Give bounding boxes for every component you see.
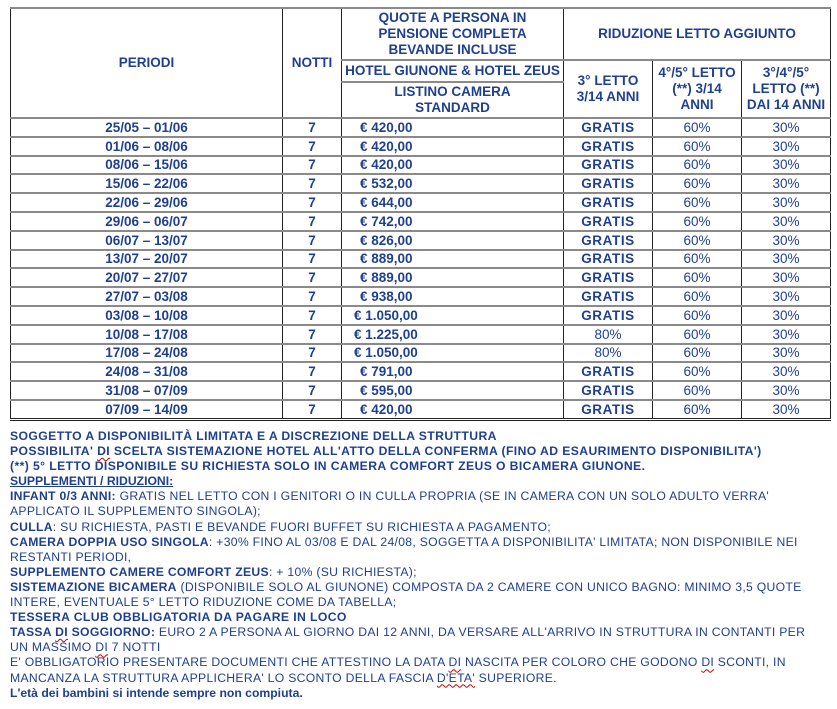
cell-periodo: 13/07 – 20/07 [11, 250, 283, 269]
note-text: SUPERIORE. [474, 670, 557, 685]
table-row [11, 287, 831, 306]
cell-letto3: GRATIS [564, 231, 653, 250]
header-riduzione: RIDUZIONE LETTO AGGIUNTO [564, 8, 831, 60]
cell-letto345: 30% [742, 268, 831, 287]
cell-notti: 7 [283, 306, 342, 325]
cell-notti: 7 [283, 344, 342, 363]
cell-prezzo: € 1.050,00 [342, 344, 564, 363]
note-culla [10, 520, 825, 535]
cell-letto45: 60% [653, 118, 742, 137]
cell-notti: 7 [283, 287, 342, 306]
cell-letto3: GRATIS [564, 400, 653, 419]
table-row [11, 174, 831, 193]
cell-letto45: 60% [653, 325, 742, 344]
cell-prezzo: € 791,00 [342, 362, 564, 381]
cell-periodo: 22/06 – 29/06 [11, 193, 283, 212]
header-letto3: 3° LETTO 3/14 ANNI [564, 60, 653, 118]
cell-letto345: 30% [742, 231, 831, 250]
cell-periodo: 24/08 – 31/08 [11, 362, 283, 381]
cell-letto45: 60% [653, 137, 742, 156]
note-bicamera [10, 580, 825, 610]
header-hotel: HOTEL GIUNONE & HOTEL ZEUS [342, 60, 564, 82]
note-label: INFANT 0/3 ANNI: [10, 489, 116, 504]
cell-letto3: GRATIS [564, 156, 653, 175]
cell-prezzo: € 420,00 [342, 156, 564, 175]
cell-letto45: 60% [653, 231, 742, 250]
note-comfort [10, 565, 825, 580]
cell-letto45: 60% [653, 306, 742, 325]
note-text: D'ETA' [436, 670, 475, 685]
cell-periodo: 07/09 – 14/09 [11, 400, 283, 419]
cell-periodo: 29/06 – 06/07 [11, 212, 283, 231]
cell-notti: 7 [283, 212, 342, 231]
cell-prezzo: € 889,00 [342, 268, 564, 287]
cell-letto45: 60% [653, 250, 742, 269]
cell-letto345: 30% [742, 193, 831, 212]
header-quote: QUOTE A PERSONA IN PENSIONE COMPLETA BEVANDE INCLUSE [342, 8, 564, 60]
cell-notti: 7 [283, 325, 342, 344]
table-row [11, 156, 831, 175]
header-letto45: 4°/5° LETTO (**) 3/14 ANNI [653, 60, 742, 118]
cell-letto3: GRATIS [564, 381, 653, 400]
note-text: E' OBBLIGATORIO PRESENTARE DOCUMENTI CHE ATTESTINO LA DATA [10, 655, 449, 670]
cell-letto3: GRATIS [564, 174, 653, 193]
note-eta-bambini: L'età dei bambini si intende sempre non compiuta. [10, 685, 303, 700]
cell-notti: 7 [283, 137, 342, 156]
note-text: : + 10% (SU RICHIESTA); [268, 564, 417, 579]
cell-letto345: 30% [742, 287, 831, 306]
cell-prezzo: € 1.225,00 [342, 325, 564, 344]
cell-letto45: 60% [653, 287, 742, 306]
cell-letto45: 60% [653, 268, 742, 287]
table-row [11, 212, 831, 231]
cell-letto45: 60% [653, 344, 742, 363]
table-row [11, 306, 831, 325]
cell-periodo: 01/06 – 08/06 [11, 137, 283, 156]
table-row [11, 344, 831, 363]
note-label: CULLA [10, 519, 53, 534]
cell-prezzo: € 420,00 [342, 118, 564, 137]
cell-letto45: 60% [653, 156, 742, 175]
cell-notti: 7 [283, 268, 342, 287]
cell-letto3: GRATIS [564, 193, 653, 212]
table-row [11, 268, 831, 287]
cell-periodo: 31/08 – 07/09 [11, 381, 283, 400]
cell-periodo: 25/05 – 01/06 [11, 118, 283, 137]
cell-prezzo: € 889,00 [342, 250, 564, 269]
cell-letto45: 60% [653, 174, 742, 193]
note-label: SISTEMAZIONE BICAMERA [10, 579, 177, 594]
table-row [11, 362, 831, 381]
table-row [11, 193, 831, 212]
header-notti: NOTTI [283, 8, 342, 118]
cell-letto345: 30% [742, 362, 831, 381]
cell-prezzo: € 742,00 [342, 212, 564, 231]
note-documenti [10, 655, 825, 685]
note-text: GRATIS NEL LETTO CON I GENITORI O IN CULLA PROPRIA (SE IN CAMERA CON UN SOLO ADULTO VERRA' APPLICATO IL SUPPLEMENTO SINGOLA); [10, 489, 770, 519]
cell-periodo: 15/06 – 22/06 [11, 174, 283, 193]
cell-notti: 7 [283, 118, 342, 137]
note-text: : SU RICHIESTA, PASTI E BEVANDE FUORI BUFFET SU RICHIESTA A PAGAMENTO; [52, 519, 551, 534]
cell-prezzo: € 1.050,00 [342, 306, 564, 325]
note-doppia-uso-singola [10, 535, 825, 565]
table-row [11, 325, 831, 344]
note-text: SCONTI, IN MANCANZA LA STRUTTURA APPLICHERA' LO SCONTO DELLA FASCIA [10, 655, 786, 685]
cell-prezzo: € 532,00 [342, 174, 564, 193]
note-label: SUPPLEMENTO CAMERE COMFORT ZEUS [10, 564, 269, 579]
cell-notti: 7 [283, 381, 342, 400]
cell-prezzo: € 644,00 [342, 193, 564, 212]
note-possibilita [10, 444, 825, 459]
table-body [11, 118, 831, 419]
cell-periodo: 27/07 – 03/08 [11, 287, 283, 306]
table-row [11, 137, 831, 156]
table-row [11, 250, 831, 269]
table-row [11, 231, 831, 250]
cell-letto3: GRATIS [564, 287, 653, 306]
cell-notti: 7 [283, 250, 342, 269]
cell-prezzo: € 420,00 [342, 137, 564, 156]
notes-section [10, 429, 825, 701]
note-text: (DISPONIBILE SOLO AL GIUNONE) COMPOSTA DA 2 CAMERE CON UNICO BAGNO: MINIMO 3,5 QUOTE INTERE, EVENTUALE 5° LETTO RIDUZIONE COME DA TABELLA; [10, 579, 802, 610]
cell-prezzo: € 595,00 [342, 381, 564, 400]
cell-letto3: GRATIS [564, 306, 653, 325]
note-text: 7 NOTTI [108, 640, 161, 655]
note-text: DI [448, 655, 462, 670]
cell-letto345: 30% [742, 118, 831, 137]
cell-letto345: 30% [742, 306, 831, 325]
cell-letto3: GRATIS [564, 250, 653, 269]
header-listino: LISTINO CAMERA STANDARD [342, 82, 564, 118]
cell-notti: 7 [283, 174, 342, 193]
cell-prezzo: € 826,00 [342, 231, 564, 250]
note-tassa-soggiorno [10, 625, 825, 655]
note-quinto-letto: (**) 5° LETTO DISPONIBILE SU RICHIESTA SOLO IN CAMERA COMFORT ZEUS O BICAMERA GIUNONE. [10, 459, 646, 474]
cell-notti: 7 [283, 231, 342, 250]
note-label: TASSA [10, 625, 56, 640]
cell-letto3: GRATIS [564, 118, 653, 137]
cell-letto3: GRATIS [564, 137, 653, 156]
note-label: SOGGIORNO: [67, 625, 156, 640]
note-text: DI [701, 655, 715, 670]
cell-letto45: 60% [653, 400, 742, 419]
cell-letto3: GRATIS [564, 362, 653, 381]
cell-notti: 7 [283, 193, 342, 212]
cell-periodo: 20/07 – 27/07 [11, 268, 283, 287]
cell-prezzo: € 420,00 [342, 400, 564, 419]
note-infant [10, 489, 825, 519]
cell-notti: 7 [283, 400, 342, 419]
table-row [11, 381, 831, 400]
cell-letto3: GRATIS [564, 212, 653, 231]
price-table [10, 7, 831, 421]
supplementi-title: SUPPLEMENTI / RIDUZIONI: [10, 474, 174, 489]
cell-notti: 7 [283, 156, 342, 175]
cell-periodo: 06/07 – 13/07 [11, 231, 283, 250]
note-text: SCELTA SISTEMAZIONE HOTEL ALL'ATTO DELLA CONFERMA (FINO AD ESAURIMENTO DISPONIBILITA') [110, 444, 762, 459]
cell-notti: 7 [283, 362, 342, 381]
cell-letto3: 80% [564, 325, 653, 344]
cell-letto3: GRATIS [564, 268, 653, 287]
cell-periodo: 10/08 – 17/08 [11, 325, 283, 344]
note-text: NASCITA PER COLORO CHE GODONO [461, 655, 702, 670]
cell-letto345: 30% [742, 174, 831, 193]
note-label: CAMERA DOPPIA USO SINGOLA [10, 534, 209, 549]
note-text: DI [95, 640, 109, 655]
cell-letto45: 60% [653, 212, 742, 231]
cell-periodo: 08/06 – 15/06 [11, 156, 283, 175]
cell-periodo: 03/08 – 10/08 [11, 306, 283, 325]
cell-letto345: 30% [742, 212, 831, 231]
cell-letto345: 30% [742, 381, 831, 400]
cell-letto345: 30% [742, 250, 831, 269]
cell-letto345: 30% [742, 156, 831, 175]
cell-letto345: 30% [742, 137, 831, 156]
cell-letto345: 30% [742, 400, 831, 419]
cell-periodo: 17/08 – 24/08 [11, 344, 283, 363]
cell-letto45: 60% [653, 362, 742, 381]
note-text: POSSIBILITA' [10, 444, 98, 459]
cell-letto345: 30% [742, 325, 831, 344]
note-text: EURO 2 A PERSONA AL GIORNO DAI 12 ANNI, DA VERSARE ALL'ARRIVO IN STRUTTURA IN CONTANTI PER UN MASSIMO [10, 625, 806, 655]
cell-letto45: 60% [653, 193, 742, 212]
note-disponibilita: SOGGETTO A DISPONIBILITÀ LIMITATA E A DISCREZIONE DELLA STRUTTURA [10, 429, 497, 443]
note-text: DI [97, 444, 111, 459]
cell-letto345: 30% [742, 344, 831, 363]
cell-letto45: 60% [653, 381, 742, 400]
table-row [11, 400, 831, 419]
note-text: : +30% FINO AL 03/08 E DAL 24/08, SOGGETTA A DISPONIBILITA' LIMITATA; NON DISPONIBILE NEI RESTANTI PERIODI, [10, 534, 798, 564]
cell-letto3: 80% [564, 344, 653, 363]
header-letto345: 3°/4°/5° LETTO (**) DAI 14 ANNI [742, 60, 831, 118]
table-row [11, 118, 831, 137]
header-periodi: PERIODI [11, 8, 283, 118]
note-tessera-club: TESSERA CLUB OBBLIGATORIA DA PAGARE IN LOCO [10, 610, 347, 625]
note-label: DI [55, 625, 68, 640]
cell-prezzo: € 938,00 [342, 287, 564, 306]
